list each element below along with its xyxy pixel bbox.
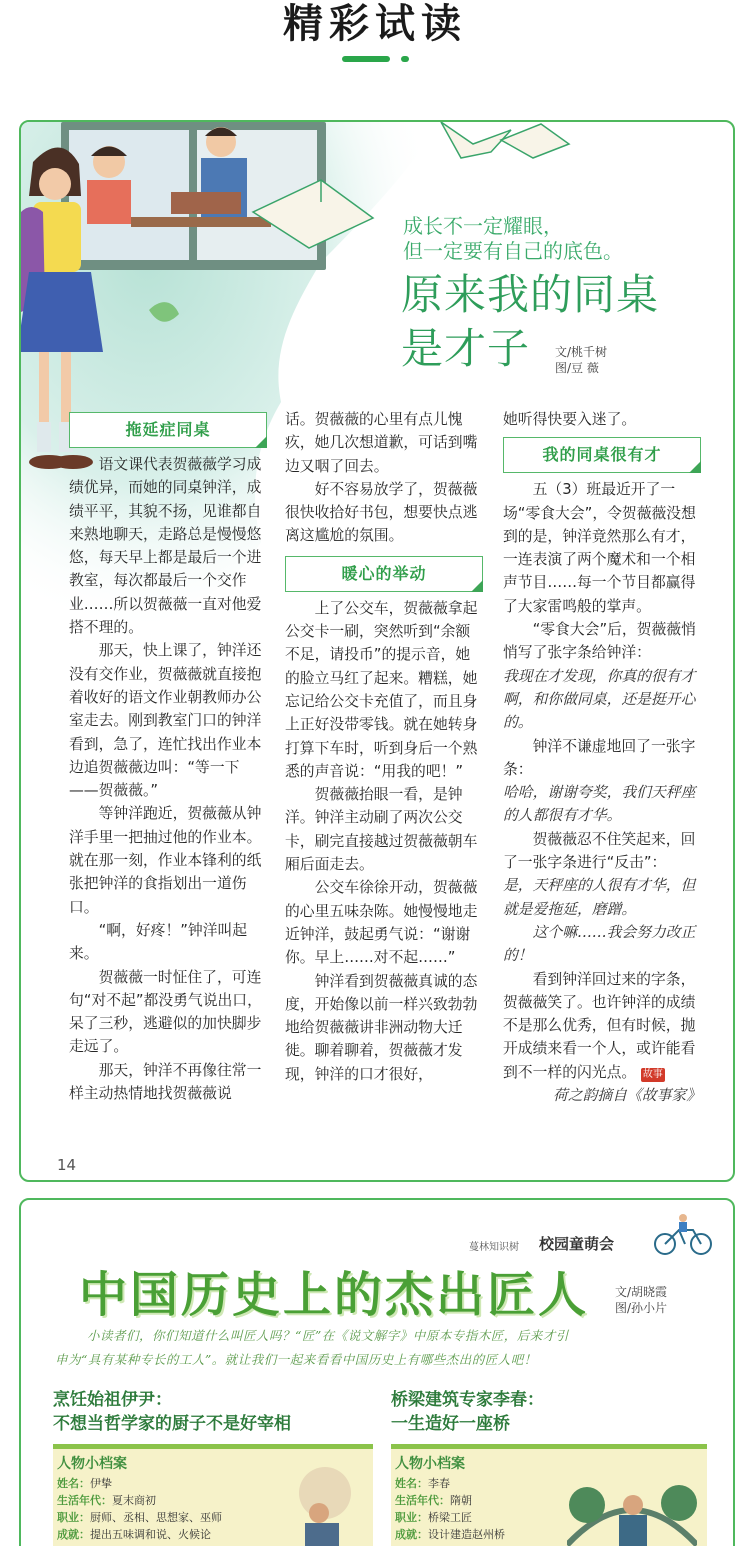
subtitle-line-1: 成长不一定耀眼， <box>403 214 563 238</box>
profile-card-right <box>391 1444 707 1546</box>
story-column-1 <box>69 412 267 1105</box>
paragraph: 她听得快要入迷了。 <box>503 411 637 428</box>
profile-row: 成就：提出五味调和说、火候论 <box>57 1528 211 1541</box>
profile-row: 生活年代：隋朝 <box>395 1494 472 1507</box>
paragraph: 话。贺薇薇的心里有点儿愧疚，她几次想道歉，可话到嘴边又咽了回去。 <box>285 411 478 475</box>
title-underline-dot <box>401 56 409 62</box>
note-text: 我现在才发现，你真的很有才啊，和你做同桌，还是挺开心的。 <box>503 667 696 732</box>
paragraph: 那天，快上课了，钟洋还没有交作业，贺薇薇就直接抱着收好的语文作业朝教师办公室走去。刚到教室门口的钟洋看到，急了，连忙找出作业本边追贺薇薇边叫：“等一下——贺薇薇。” <box>69 642 262 800</box>
profile-row: 姓名：李春 <box>395 1477 450 1490</box>
paragraph: 钟洋看到贺薇薇真诚的态度，开始像以前一样兴致勃勃地给贺薇薇讲非洲动物大迁徙。聊着聊着，贺薇薇才发现，钟洋的口才很好， <box>285 972 478 1083</box>
byline <box>555 344 607 376</box>
note-text: 哈哈，谢谢夸奖，我们天秤座的人都很有才华。 <box>503 784 696 825</box>
paragraph: “零食大会”后，贺薇薇悄悄写了张字条给钟洋： <box>503 621 696 662</box>
paragraph: 贺薇薇抬眼一看，是钟洋。钟洋主动刷了两次公交卡，刷完直接越过贺薇薇朝车厢后面走去。 <box>285 786 478 874</box>
paragraph: 钟洋不谦虚地回了一张字条： <box>503 737 696 778</box>
subtitle <box>403 214 623 264</box>
section-heading-2: 暖心的举动 <box>285 556 483 592</box>
page-title: 精彩试读 <box>283 1 467 47</box>
story-title-line-2: 是才子 <box>401 324 531 373</box>
column-tag-small: 蔓林知识树 <box>469 1242 519 1253</box>
story-title <box>401 268 659 376</box>
paragraph: 那天，钟洋不再像往常一样主动热情地找贺薇薇说 <box>69 1061 262 1103</box>
byline-author: 文/桃千树 <box>555 345 608 359</box>
note-text: 是，天秤座的人很有才华，但就是爱拖延，磨蹭。 <box>503 877 696 918</box>
magazine-page-2 <box>19 1198 735 1546</box>
story-column-3 <box>503 408 701 1107</box>
chef-illustration <box>269 1455 369 1546</box>
paragraph: 上了公交车，贺薇薇拿起公交卡一刷，突然听到“余额不足，请投币”的提示音，她的脸立马红了起来。糟糕，她忘记给公交卡充值了，而且身上正好没带零钱。就在她转身打算下车时，听到身后一个熟悉的声音说：“用我的吧！” <box>285 599 478 780</box>
article-title: 中国历史上的杰出匠人 <box>79 1267 590 1323</box>
bicycle-icon <box>653 1212 713 1256</box>
paragraph: 好不容易放学了，贺薇薇很快收拾好书包，想要快点逃离这尴尬的氛围。 <box>285 480 478 545</box>
magazine-page-1 <box>19 120 735 1182</box>
article-byline: 文/胡晓霞 图/孙小片 <box>615 1285 668 1315</box>
section-title-left: 烹饪始祖伊尹： 不想当哲学家的厨子不是好宰相 <box>53 1390 291 1434</box>
page-number: 14 <box>57 1156 77 1174</box>
profile-heading: 人物小档案 <box>395 1456 465 1472</box>
paragraph: 五（3）班最近开了一场“零食大会”，令贺薇薇没想到的是，钟洋竟然那么有才，一连表演了两个魔术和一个相声节目……每一个节目都赢得了大家雷鸣般的掌声。 <box>503 481 696 615</box>
column-tag-big: 校园童萌会 <box>539 1235 615 1253</box>
paragraph: 贺薇薇一时怔住了，可连句“对不起”都没勇气说出口，呆了三秒，逃避似的加快脚步走远了。 <box>69 968 262 1056</box>
source-credit: 荷之韵摘自《故事家》 <box>553 1087 701 1105</box>
byline-illustrator: 图/豆 薇 <box>555 361 599 375</box>
paragraph: 等钟洋跑近，贺薇薇从钟洋手里一把抽过他的作业本。就在那一刻，作业本锋利的纸张把钟洋的食指划出一道伤口。 <box>69 805 262 916</box>
profile-card-left <box>53 1444 373 1546</box>
title-underline <box>342 56 390 62</box>
paragraph: 贺薇薇忍不住笑起来，回了一张字条进行“反击”： <box>503 830 696 872</box>
paragraph: 公交车徐徐开动，贺薇薇的心里五味杂陈。她慢慢地走近钟洋，鼓起勇气说：“谢谢你。早上……对不起……” <box>285 879 478 967</box>
story-end-badge: 故事 <box>642 1068 663 1080</box>
profile-row: 姓名：伊挚 <box>57 1477 112 1490</box>
article-intro: 小读者们，你们知道什么叫匠人吗？“匠”在《说文解字》中原本专指木匠，后来才引 申为“具有某种专长的工人”。就让我们一起来看看中国历史上有哪些杰出的匠人吧！ <box>55 1328 569 1367</box>
profile-row: 生活年代：夏末商初 <box>57 1494 156 1507</box>
section-title-right: 桥梁建筑专家李春： 一生造好一座桥 <box>391 1390 544 1434</box>
subtitle-line-2: 但一定要有自己的底色。 <box>403 239 623 263</box>
paragraph: 看到钟洋回过来的字条，贺薇薇笑了。也许钟洋的成绩不是那么优秀，但有时候，抛开成绩来看一个人，或许能看到不一样的闪光点。 故事 <box>503 970 696 1081</box>
story-column-2 <box>285 408 483 1086</box>
profile-row: 成就：设计建造赵州桥 <box>395 1528 505 1541</box>
profile-row: 职业：桥梁工匠 <box>395 1511 472 1524</box>
bridge-illustration <box>567 1465 697 1546</box>
section-heading-3: 我的同桌很有才 <box>503 437 701 473</box>
paragraph: 语文课代表贺薇薇学习成绩优异，而她的同桌钟洋，成绩平平，其貌不扬，见谁都自来熟地聊天，走路总是慢慢悠悠，每天早上都是最后一个进教室，每次都最后一个交作业……所以贺薇薇一直对他爱搭不理的。 <box>69 456 262 637</box>
note-text: 这个嘛……我会努力改正的！ <box>503 923 696 965</box>
story-title-line-1: 原来我的同桌 <box>401 270 660 319</box>
section-heading-1: 拖延症同桌 <box>69 412 267 448</box>
profile-row: 职业：厨师、丞相、思想家、巫师 <box>57 1511 222 1524</box>
paragraph: “啊，好疼！”钟洋叫起来。 <box>69 921 248 963</box>
profile-heading: 人物小档案 <box>57 1456 127 1472</box>
